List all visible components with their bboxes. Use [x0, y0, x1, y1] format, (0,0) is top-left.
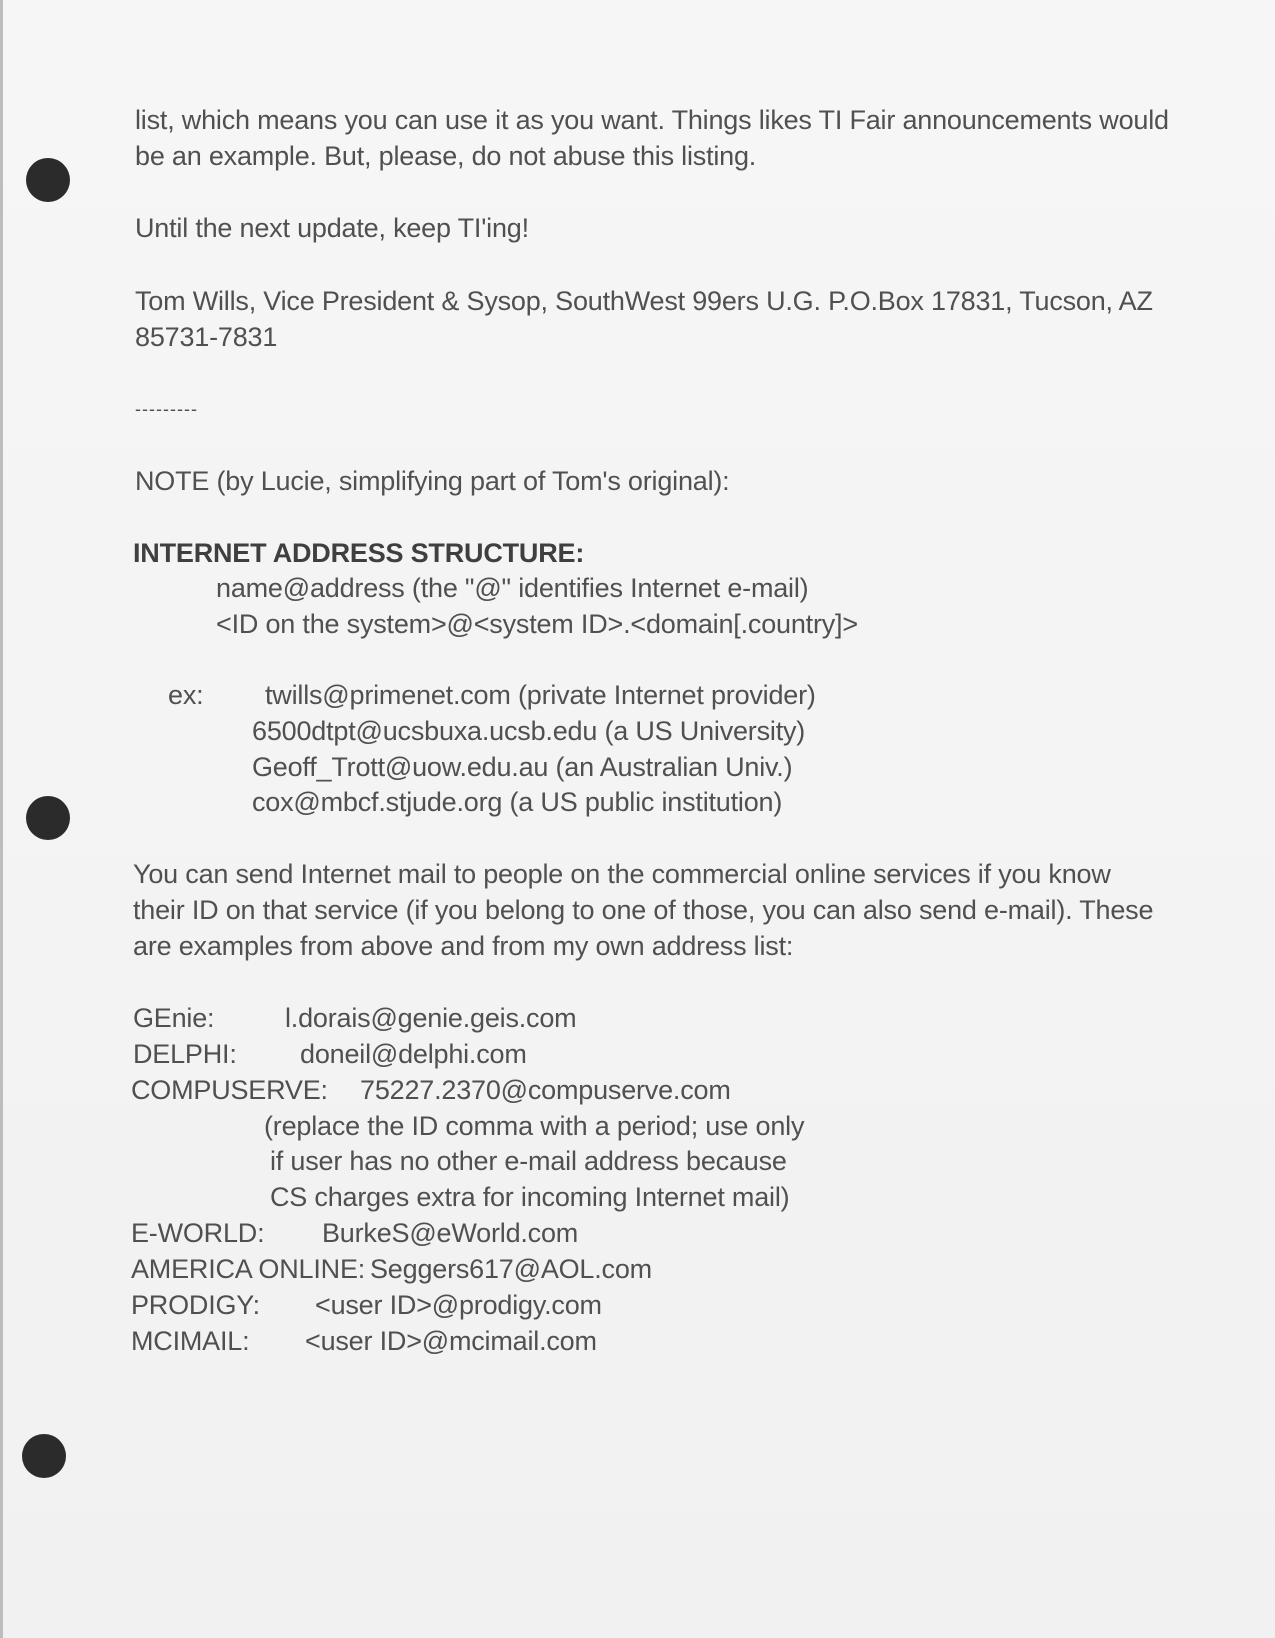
service-label-eworld: E-WORLD:	[131, 1218, 265, 1248]
compuserve-note-2: if user has no other e-mail address because	[270, 1146, 787, 1176]
service-address-delphi: doneil@delphi.com	[300, 1039, 527, 1069]
compuserve-note-3: CS charges extra for incoming Internet mail)	[270, 1182, 790, 1212]
service-address-compuserve: 75227.2370@compuserve.com	[360, 1075, 731, 1105]
intro-line-1: list, which means you can use it as you want. Things likes TI Fair announcements would	[135, 105, 1169, 135]
examples-label: ex:	[168, 680, 204, 710]
example-item-4: cox@mbcf.stjude.org (a US public institution)	[252, 787, 783, 817]
example-item-1: twills@primenet.com (private Internet provider)	[265, 680, 816, 710]
punch-hole-middle	[26, 796, 70, 840]
note: NOTE (by Lucie, simplifying part of Tom's original):	[135, 466, 730, 496]
service-label-genie: GEnie:	[133, 1003, 215, 1033]
separator: ---------	[135, 399, 198, 419]
intro-line-2: be an example. But, please, do not abuse this listing.	[135, 141, 757, 171]
service-address-mcimail: <user ID>@mcimail.com	[305, 1326, 597, 1356]
commercial-line-2: their ID on that service (if you belong to one of those, you can also send e-mail). These	[133, 895, 1154, 925]
punch-hole-top	[26, 158, 70, 202]
structure-heading: INTERNET ADDRESS STRUCTURE:	[133, 538, 585, 568]
service-label-aol: AMERICA ONLINE:	[131, 1254, 366, 1284]
commercial-line-1: You can send Internet mail to people on the commercial online services if you know	[133, 859, 1111, 889]
punch-hole-bottom	[22, 1434, 66, 1478]
structure-line-1: name@address (the "@" identifies Internet e-mail)	[216, 573, 809, 603]
signature-line-1: Tom Wills, Vice President & Sysop, SouthWest 99ers U.G. P.O.Box 17831, Tucson, AZ	[135, 286, 1153, 316]
service-address-prodigy: <user ID>@prodigy.com	[315, 1290, 602, 1320]
compuserve-note-1: (replace the ID comma with a period; use only	[264, 1111, 805, 1141]
commercial-line-3: are examples from above and from my own address list:	[133, 931, 794, 961]
signature-line-2: 85731-7831	[135, 322, 278, 352]
service-address-genie: l.dorais@genie.geis.com	[285, 1003, 577, 1033]
structure-line-2: <ID on the system>@<system ID>.<domain[.country]>	[216, 609, 858, 639]
service-label-compuserve: COMPUSERVE:	[131, 1075, 328, 1105]
service-address-eworld: BurkeS@eWorld.com	[322, 1218, 579, 1248]
service-label-prodigy: PRODIGY:	[131, 1290, 260, 1320]
example-item-2: 6500dtpt@ucsbuxa.ucsb.edu (a US University)	[252, 716, 806, 746]
signoff: Until the next update, keep TI'ing!	[135, 213, 529, 243]
service-label-mcimail: MCIMAIL:	[131, 1326, 250, 1356]
service-address-aol: Seggers617@AOL.com	[370, 1254, 652, 1284]
example-item-3: Geoff_Trott@uow.edu.au (an Australian Univ.)	[252, 752, 793, 782]
page-left-edge	[0, 0, 3, 1638]
service-label-delphi: DELPHI:	[133, 1039, 237, 1069]
